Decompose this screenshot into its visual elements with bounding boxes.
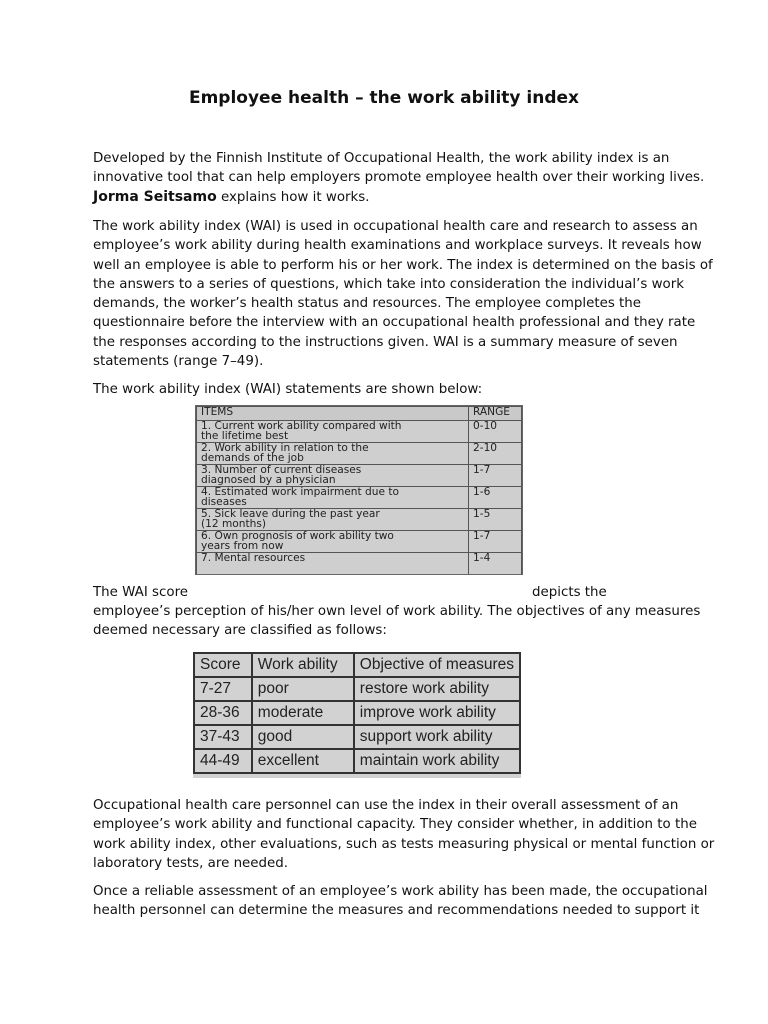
personnel-paragraph — [93, 796, 715, 873]
item-cell — [197, 465, 469, 487]
item-text: (12 months) — [201, 518, 267, 530]
range-cell: 1-7 — [469, 531, 522, 553]
text-line: Developed by the Finnish Institute of Occupational Health, the work ability index is an — [93, 151, 670, 166]
item-text: 1. Current work ability compared with — [201, 420, 402, 432]
author-line — [93, 188, 683, 207]
text-line: Occupational health care personnel can use the index in their overall assessment of an — [93, 798, 679, 813]
intro-paragraph — [93, 149, 705, 207]
items-header: ITEMS — [197, 407, 469, 421]
item-cell — [197, 531, 469, 553]
item-text: 7. Mental resources — [201, 552, 306, 564]
item-cell — [197, 421, 469, 443]
item-text: demands of the job — [201, 452, 304, 464]
range-cell: 1-6 — [469, 487, 522, 509]
objective-cell: maintain work ability — [354, 749, 520, 773]
table-row — [194, 749, 520, 773]
objective-cell: restore work ability — [354, 677, 520, 701]
text-line: demands, the worker’s health status and resources. The employee completes the — [93, 296, 642, 312]
item-text: years from now — [201, 540, 284, 552]
table-row — [197, 487, 522, 509]
item-text: 6. Own prognosis of work ability two — [201, 530, 394, 542]
objective-header: Objective of measures — [354, 653, 520, 677]
text-line: employee’s perception of his/her own level of work ability. The objectives of any measures — [93, 604, 701, 619]
text-line: the responses according to the instructions given. WAI is a summary measure of seven — [93, 334, 678, 350]
table-row — [197, 531, 522, 553]
text-line: Once a reliable assessment of an employee’s work ability has been made, the occupational — [93, 884, 708, 899]
work-ability-cell: excellent — [252, 749, 354, 773]
text-line: the answers to a series of questions, which take into consideration the individual’s work — [93, 276, 685, 292]
statements-intro — [93, 380, 683, 399]
score-sentence-start: The WAI score — [93, 585, 189, 600]
objective-cell: support work ability — [354, 725, 520, 749]
item-cell — [197, 487, 469, 509]
range-cell: 1-4 — [469, 553, 522, 575]
table-header-row — [197, 407, 522, 421]
wai-items-table — [196, 406, 522, 575]
text-line: laboratory tests, are needed. — [93, 855, 289, 871]
text-line: work ability index, other evaluations, such as tests measuring physical or mental function or — [93, 836, 715, 852]
wai-items-table-image — [195, 405, 523, 575]
table-row — [197, 421, 522, 443]
text-line: employee’s work ability and functional capacity. They consider whether, in addition to the — [93, 817, 697, 833]
assessment-paragraph — [93, 882, 708, 921]
text-line: health personnel can determine the measures and recommendations needed to support it — [93, 903, 700, 919]
score-paragraph — [93, 602, 701, 641]
text-line: employee’s work ability during health examinations and workplace surveys. It reveals how — [93, 238, 702, 254]
author-suffix: explains how it works. — [216, 189, 370, 205]
table-row — [197, 465, 522, 487]
item-cell — [197, 443, 469, 465]
range-cell: 2-10 — [469, 443, 522, 465]
author-name: Jorma Seitsamo — [93, 188, 217, 205]
table-row — [194, 701, 520, 725]
item-text: diseases — [201, 496, 247, 508]
score-cell: 37-43 — [194, 725, 252, 749]
item-cell — [197, 553, 469, 575]
item-text: 4. Estimated work impairment due to — [201, 486, 399, 498]
table-row — [197, 553, 522, 575]
item-cell — [197, 509, 469, 531]
item-text: 3. Number of current diseases — [201, 464, 362, 476]
text-line: well an employee is able to perform his or her work. The index is determined on the basis of — [93, 257, 713, 273]
score-cell: 44-49 — [194, 749, 252, 773]
item-text: diagnosed by a physician — [201, 474, 336, 486]
text-line: The work ability index (WAI) is used in occupational health care and research to assess an — [93, 219, 698, 234]
score-table-image — [193, 652, 521, 778]
item-text: 5. Sick leave during the past year — [201, 508, 380, 520]
item-text: 2. Work ability in relation to the — [201, 442, 369, 454]
range-cell: 0-10 — [469, 421, 522, 443]
range-cell: 1-7 — [469, 465, 522, 487]
table-row — [194, 725, 520, 749]
work-ability-cell: good — [252, 725, 354, 749]
score-header: Score — [194, 653, 252, 677]
text-line: statements (range 7–49). — [93, 354, 264, 370]
work-ability-cell: moderate — [252, 701, 354, 725]
text-line: questionnaire before the interview with an occupational health professional and they rate — [93, 315, 696, 331]
score-cell: 7-27 — [194, 677, 252, 701]
table-row — [194, 677, 520, 701]
score-table — [193, 652, 521, 774]
page-title: Employee health – the work ability index — [188, 88, 580, 108]
item-text: the lifetime best — [201, 430, 289, 442]
text-line: The work ability index (WAI) statements are shown below: — [93, 382, 483, 397]
range-header: RANGE — [469, 407, 522, 421]
score-cell: 28-36 — [194, 701, 252, 725]
table-row — [197, 443, 522, 465]
wai-paragraph — [93, 217, 713, 371]
objective-cell: improve work ability — [354, 701, 520, 725]
text-line: deemed necessary are classified as follows: — [93, 623, 387, 639]
work-ability-header: Work ability — [252, 653, 354, 677]
range-cell: 1-5 — [469, 509, 522, 531]
score-sentence-end: depicts the — [532, 585, 607, 600]
work-ability-cell: poor — [252, 677, 354, 701]
text-line: innovative tool that can help employers promote employee health over their working lives. — [93, 170, 705, 186]
table-header-row — [194, 653, 520, 677]
table-row — [197, 509, 522, 531]
